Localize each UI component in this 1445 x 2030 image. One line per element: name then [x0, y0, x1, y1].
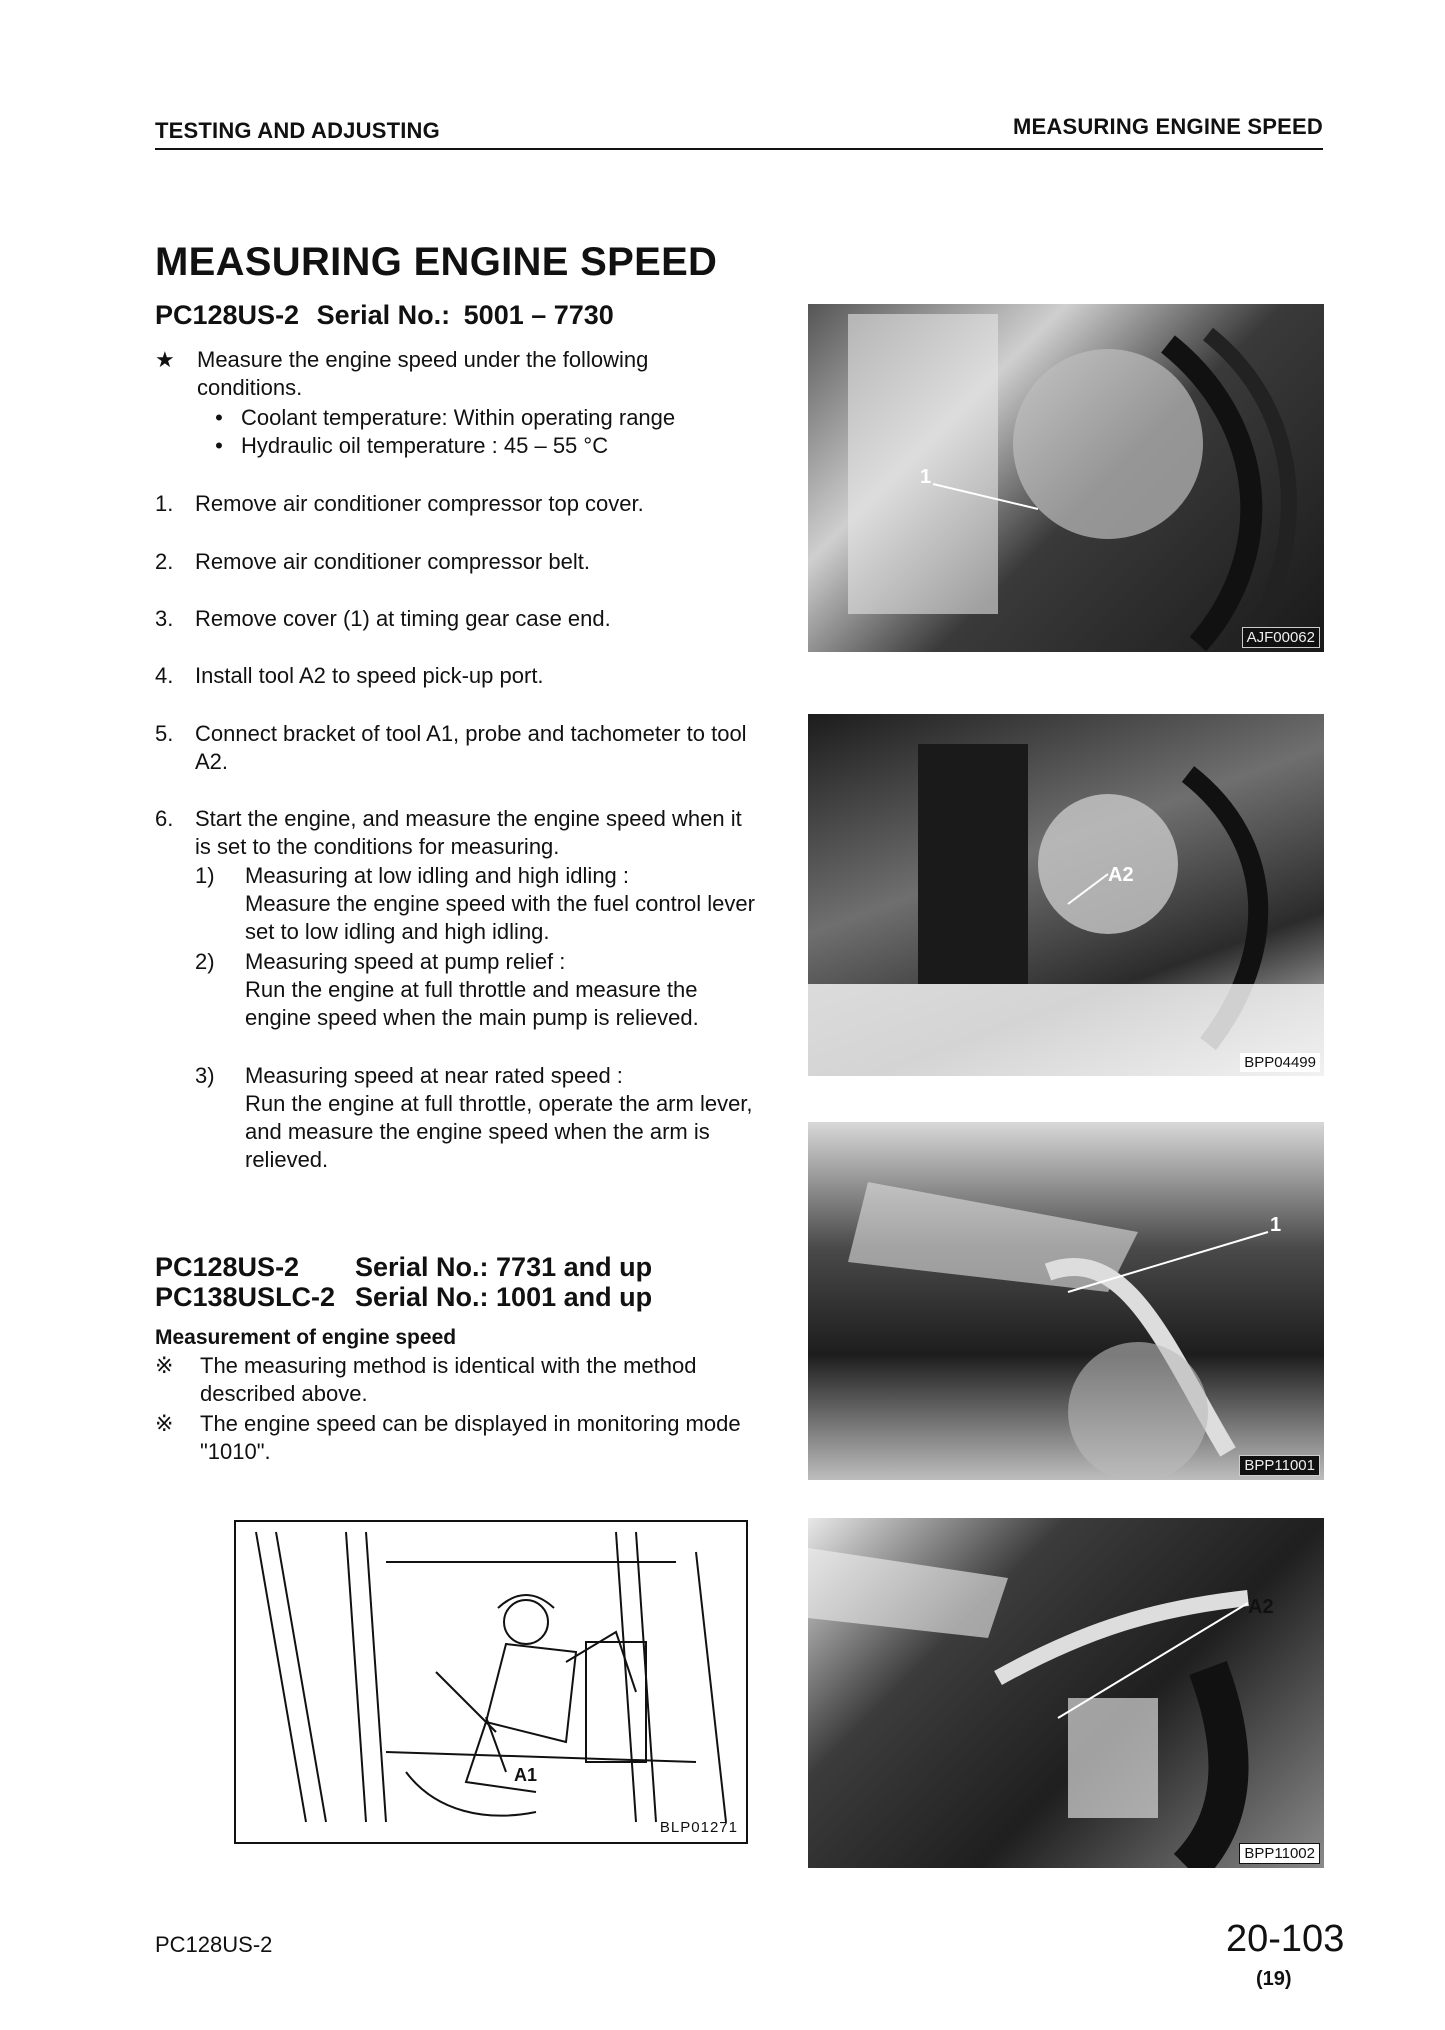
substep-text: Run the engine at full throttle and measure the engine speed when the main pump is relieved. [245, 977, 699, 1030]
substep-text: Measure the engine speed with the fuel control lever set to low idling and high idling. [245, 891, 755, 944]
step-number: 2. [155, 549, 174, 574]
engine-photo-illustration [808, 714, 1324, 1076]
bullet-icon: • [215, 433, 223, 458]
substep-title: Measuring at low idling and high idling : [245, 863, 630, 888]
step-text: Install tool A2 to speed pick-up port. [195, 663, 544, 688]
photo-tool-a2-installed [808, 714, 1324, 1076]
page-revision: (19) [1256, 1968, 1292, 1990]
section2-note [155, 1410, 755, 1466]
section2-serial-2: Serial No.: 1001 and up [355, 1282, 653, 1312]
condition-text: Hydraulic oil temperature : 45 – 55 °C [241, 433, 609, 458]
figure-code: BPP11002 [1239, 1843, 1320, 1864]
section1-model: PC128US-2 [155, 300, 300, 330]
step-item [155, 720, 755, 776]
bullet-icon: • [215, 405, 223, 430]
step-item [155, 490, 755, 518]
substep-item [195, 1062, 755, 1174]
substep-item [195, 948, 755, 1032]
figure-code: BLP01271 [659, 1819, 738, 1836]
substep-number: 3) [195, 1063, 215, 1088]
step-text: Remove air conditioner compressor belt. [195, 549, 590, 574]
engine-photo-illustration [808, 1122, 1324, 1480]
section2-model-1: PC128US-2 [155, 1252, 300, 1282]
callout-label: 1 [920, 466, 932, 488]
note-text: The measuring method is identical with the method described above. [200, 1353, 697, 1406]
step-number: 1. [155, 491, 174, 516]
step-item [155, 548, 755, 576]
running-header-right: MEASURING ENGINE SPEED [1012, 114, 1323, 139]
step-number: 4. [155, 663, 174, 688]
running-header-left: TESTING AND ADJUSTING [155, 118, 440, 143]
section2-serial-heading [155, 1252, 652, 1312]
note-icon: ※ [155, 1353, 174, 1378]
figure-code: AJF00062 [1242, 627, 1320, 648]
star-icon: ★ [155, 347, 175, 372]
step-text: Start the engine, and measure the engine speed when it is set to the conditions for measuring. [195, 806, 742, 859]
substep-text: Run the engine at full throttle, operate the arm lever, and measure the engine speed when the arm is relieved. [245, 1091, 753, 1172]
condition-item [197, 432, 757, 460]
cab-line-art [236, 1522, 746, 1842]
section1-serial-range: 5001 – 7730 [463, 300, 614, 330]
callout-label: A2 [1108, 864, 1134, 886]
intro-note [155, 346, 755, 402]
step-number: 6. [155, 806, 174, 831]
callout-label: A1 [514, 1765, 538, 1785]
step-text: Remove cover (1) at timing gear case end. [195, 606, 611, 631]
step-item [155, 605, 755, 633]
condition-item [197, 404, 757, 432]
page-number: 20-103 [1226, 1918, 1345, 1960]
section2-note [155, 1352, 755, 1408]
photo-compressor-cover [808, 304, 1324, 652]
header-rule [155, 148, 1323, 150]
callout-label: A2 [1248, 1596, 1274, 1618]
note-text: The engine speed can be displayed in monitoring mode "1010". [200, 1411, 741, 1464]
step-text: Remove air conditioner compressor top cover. [195, 491, 644, 516]
photo-tool-a2-speed-port [808, 1518, 1324, 1868]
section1-serial-label: Serial No.: [316, 300, 451, 330]
page-title: MEASURING ENGINE SPEED [155, 240, 718, 284]
photo-timing-gear-cover [808, 1122, 1324, 1480]
step-text: Connect bracket of tool A1, probe and tachometer to tool A2. [195, 721, 747, 774]
section1-serial-heading [155, 300, 614, 331]
substep-item [195, 862, 755, 946]
substep-number: 1) [195, 863, 215, 888]
step-item [155, 662, 755, 690]
intro-text: Measure the engine speed under the following conditions. [197, 347, 649, 400]
substep-number: 2) [195, 949, 215, 974]
figure-code: BPP04499 [1240, 1053, 1320, 1072]
substep-title: Measuring speed at pump relief : [245, 949, 566, 974]
step-number: 5. [155, 721, 174, 746]
figure-code: BPP11001 [1239, 1455, 1320, 1476]
section2-subtitle: Measurement of engine speed [155, 1326, 457, 1349]
step-number: 3. [155, 606, 174, 631]
note-icon: ※ [155, 1411, 174, 1436]
callout-label: 1 [1270, 1214, 1282, 1236]
engine-photo-illustration [808, 304, 1324, 652]
condition-text: Coolant temperature: Within operating range [241, 405, 676, 430]
engine-photo-illustration [808, 1518, 1324, 1868]
operator-cab-drawing [234, 1520, 748, 1844]
footer-model: PC128US-2 [155, 1932, 273, 1957]
substep-title: Measuring speed at near rated speed : [245, 1063, 623, 1088]
section2-model-2: PC138USLC-2 [155, 1282, 336, 1312]
section2-serial-1: Serial No.: 7731 and up [355, 1252, 653, 1282]
step-item [155, 805, 755, 861]
